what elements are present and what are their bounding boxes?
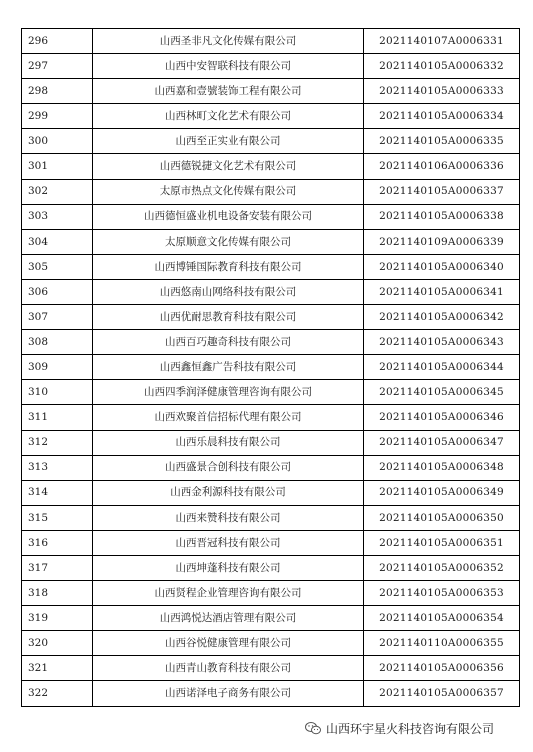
company-name: 山西贤程企业管理咨询有限公司 — [93, 581, 364, 606]
company-name: 山西德恒盛业机电设备安装有限公司 — [93, 204, 364, 229]
row-number: 299 — [22, 104, 93, 129]
registration-code: 2021140105A0006337 — [364, 179, 520, 204]
registration-code: 2021140105A0006333 — [364, 79, 520, 104]
company-name: 山西嘉和壹號装饰工程有限公司 — [93, 79, 364, 104]
table-row — [22, 380, 520, 405]
row-number: 298 — [22, 79, 93, 104]
table-row — [22, 656, 520, 681]
row-number: 316 — [22, 530, 93, 555]
company-name: 山西德锐捷文化艺术有限公司 — [93, 154, 364, 179]
wechat-watermark — [305, 717, 527, 739]
registration-code: 2021140105A0006356 — [364, 656, 520, 681]
registration-code: 2021140105A0006332 — [364, 54, 520, 79]
row-number: 314 — [22, 480, 93, 505]
row-number: 305 — [22, 254, 93, 279]
registration-code: 2021140105A0006341 — [364, 279, 520, 304]
row-number: 308 — [22, 330, 93, 355]
registration-code: 2021140105A0006340 — [364, 254, 520, 279]
table-row — [22, 581, 520, 606]
company-name: 山西博锤国际教育科技有限公司 — [93, 254, 364, 279]
table-row — [22, 555, 520, 580]
row-number: 311 — [22, 405, 93, 430]
table-row — [22, 154, 520, 179]
company-name: 太原顺意文化传媒有限公司 — [93, 229, 364, 254]
company-name: 山西鸿悦达酒店管理有限公司 — [93, 606, 364, 631]
table-row — [22, 104, 520, 129]
company-name: 山西金利源科技有限公司 — [93, 480, 364, 505]
registration-code: 2021140105A0006357 — [364, 681, 520, 706]
registration-code: 2021140105A0006351 — [364, 530, 520, 555]
row-number: 297 — [22, 54, 93, 79]
company-name: 山西欢聚首信招标代理有限公司 — [93, 405, 364, 430]
row-number: 320 — [22, 631, 93, 656]
table-body — [22, 29, 520, 707]
registration-code: 2021140105A0006344 — [364, 355, 520, 380]
company-name: 山西悠南山网络科技有限公司 — [93, 279, 364, 304]
table-row — [22, 355, 520, 380]
row-number: 315 — [22, 505, 93, 530]
watermark-text: 山西环宇星火科技咨询有限公司 — [326, 721, 495, 736]
company-name: 山西圣非凡文化传媒有限公司 — [93, 29, 364, 54]
company-name: 山西林町文化艺术有限公司 — [93, 104, 364, 129]
company-name: 山西诺泽电子商务有限公司 — [93, 681, 364, 706]
company-name: 山西四季润泽健康管理咨询有限公司 — [93, 380, 364, 405]
table-row — [22, 606, 520, 631]
registration-code: 2021140105A0006335 — [364, 129, 520, 154]
table-row — [22, 179, 520, 204]
table-row — [22, 405, 520, 430]
registration-code: 2021140105A0006348 — [364, 455, 520, 480]
company-name: 山西坤蓬科技有限公司 — [93, 555, 364, 580]
table-row — [22, 279, 520, 304]
company-name: 山西中安智联科技有限公司 — [93, 54, 364, 79]
row-number: 317 — [22, 555, 93, 580]
registration-code: 2021140105A0006352 — [364, 555, 520, 580]
company-registry-table — [21, 28, 520, 707]
table-row — [22, 530, 520, 555]
registration-code: 2021140105A0006346 — [364, 405, 520, 430]
registration-code: 2021140109A0006339 — [364, 229, 520, 254]
registration-code: 2021140105A0006338 — [364, 204, 520, 229]
company-name: 太原市热点文化传媒有限公司 — [93, 179, 364, 204]
registration-code: 2021140105A0006334 — [364, 104, 520, 129]
company-name: 山西晋冠科技有限公司 — [93, 530, 364, 555]
row-number: 306 — [22, 279, 93, 304]
row-number: 319 — [22, 606, 93, 631]
row-number: 312 — [22, 430, 93, 455]
row-number: 318 — [22, 581, 93, 606]
row-number: 302 — [22, 179, 93, 204]
company-name: 山西鑫恒鑫广告科技有限公司 — [93, 355, 364, 380]
table-row — [22, 254, 520, 279]
company-name: 山西来赞科技有限公司 — [93, 505, 364, 530]
registration-code: 2021140105A0006342 — [364, 305, 520, 330]
company-name: 山西盛景合创科技有限公司 — [93, 455, 364, 480]
row-number: 303 — [22, 204, 93, 229]
table-row — [22, 480, 520, 505]
registration-code: 2021140105A0006350 — [364, 505, 520, 530]
table-row — [22, 54, 520, 79]
registration-code: 2021140105A0006354 — [364, 606, 520, 631]
row-number: 301 — [22, 154, 93, 179]
row-number: 309 — [22, 355, 93, 380]
table-row — [22, 505, 520, 530]
table-row — [22, 430, 520, 455]
row-number: 307 — [22, 305, 93, 330]
registration-code: 2021140105A0006347 — [364, 430, 520, 455]
company-name: 山西百巧趣奇科技有限公司 — [93, 330, 364, 355]
company-name: 山西乐晨科技有限公司 — [93, 430, 364, 455]
table-row — [22, 330, 520, 355]
registration-code: 2021140105A0006353 — [364, 581, 520, 606]
table-row — [22, 79, 520, 104]
table-row — [22, 455, 520, 480]
table-row — [22, 305, 520, 330]
row-number: 322 — [22, 681, 93, 706]
row-number: 296 — [22, 29, 93, 54]
table-row — [22, 631, 520, 656]
registration-code: 2021140110A0006355 — [364, 631, 520, 656]
registration-code: 2021140105A0006349 — [364, 480, 520, 505]
row-number: 310 — [22, 380, 93, 405]
row-number: 321 — [22, 656, 93, 681]
wechat-icon — [305, 722, 321, 735]
registration-code: 2021140106A0006336 — [364, 154, 520, 179]
row-number: 304 — [22, 229, 93, 254]
company-name: 山西青山教育科技有限公司 — [93, 656, 364, 681]
table-row — [22, 681, 520, 706]
row-number: 300 — [22, 129, 93, 154]
registration-code: 2021140105A0006345 — [364, 380, 520, 405]
table-row — [22, 29, 520, 54]
company-name: 山西谷悦健康管理有限公司 — [93, 631, 364, 656]
registration-code: 2021140107A0006331 — [364, 29, 520, 54]
registration-code: 2021140105A0006343 — [364, 330, 520, 355]
company-name: 山西优耐思教育科技有限公司 — [93, 305, 364, 330]
company-name: 山西至正实业有限公司 — [93, 129, 364, 154]
row-number: 313 — [22, 455, 93, 480]
table-row — [22, 204, 520, 229]
table-row — [22, 129, 520, 154]
table-row — [22, 229, 520, 254]
